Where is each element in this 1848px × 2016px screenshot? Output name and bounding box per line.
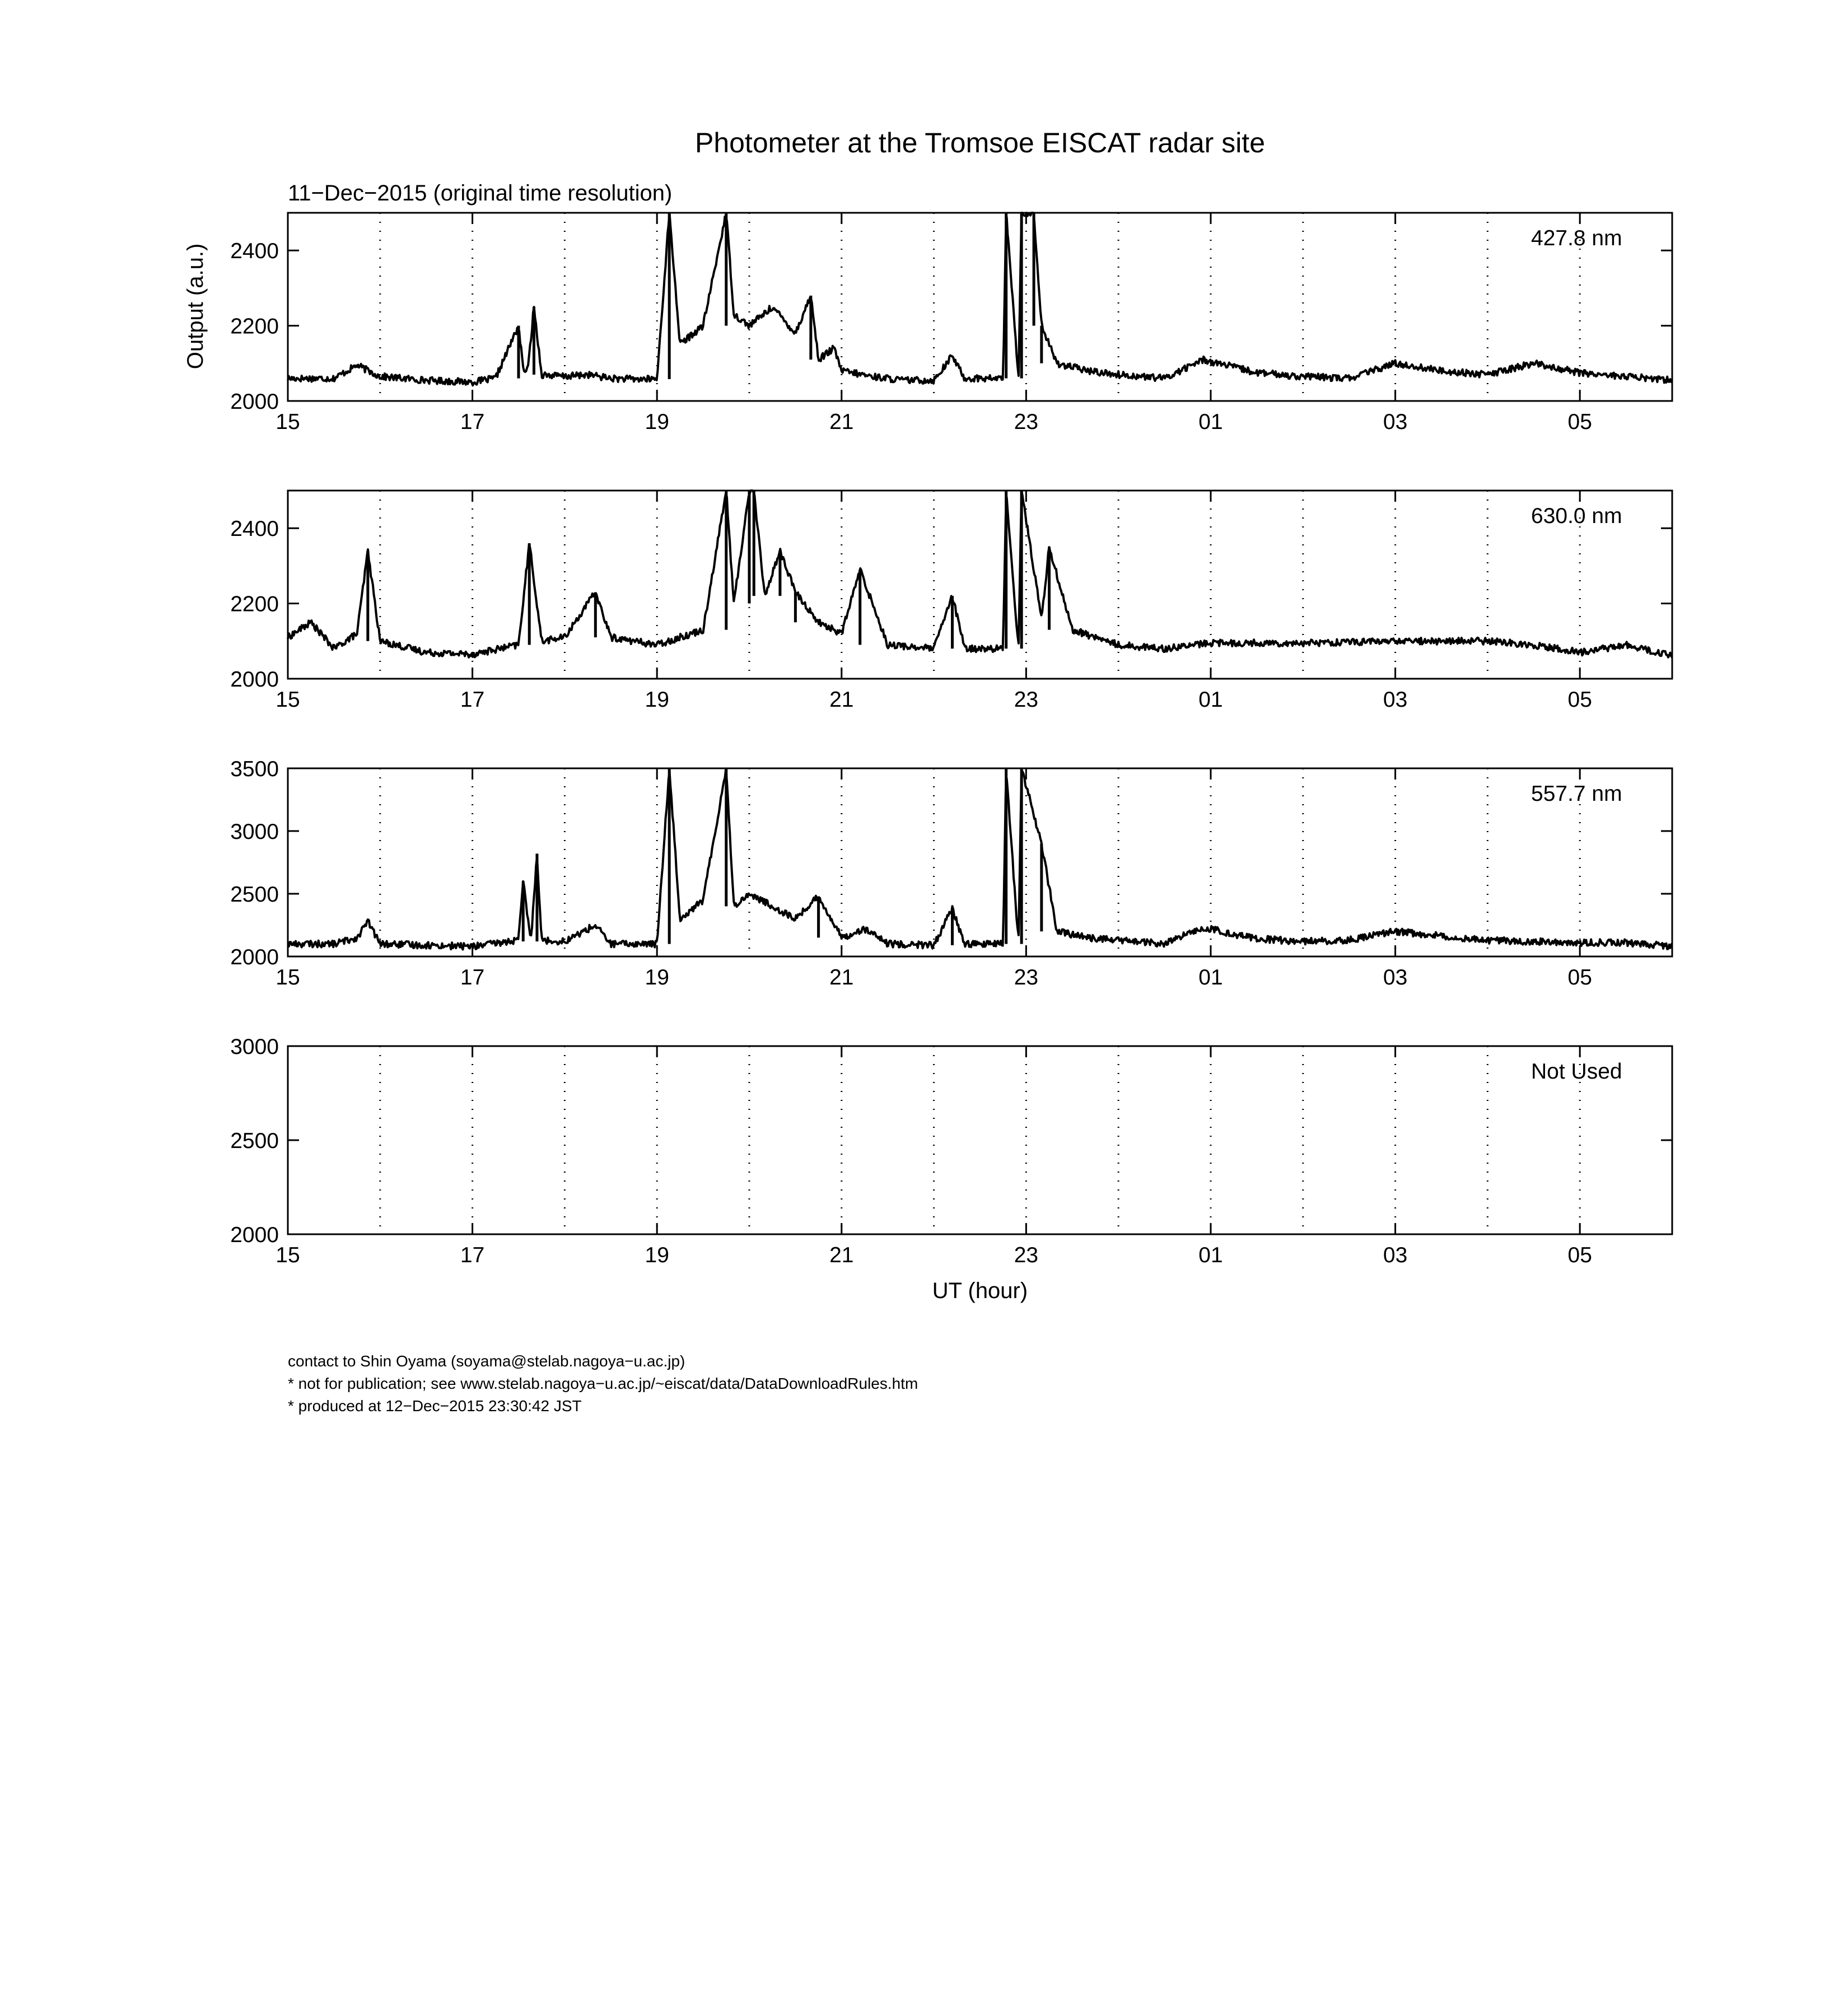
x-tick-label: 19 (645, 410, 669, 434)
y-tick-label: 2000 (230, 945, 279, 969)
y-tick-label: 2200 (230, 592, 279, 617)
x-tick-label: 15 (276, 965, 300, 990)
y-tick-label: 2500 (230, 883, 279, 907)
x-tick-label: 17 (460, 965, 485, 990)
x-tick-label: 21 (829, 410, 854, 434)
footer-rules: * not for publication; see www.stelab.nagoya−u.ac.jp/~eiscat/data/DataDownloadRules.htm (288, 1375, 918, 1392)
x-tick-label: 17 (460, 410, 485, 434)
plot-frame (288, 768, 1672, 956)
x-tick-label: 03 (1383, 1243, 1408, 1267)
x-tick-label: 19 (645, 688, 669, 712)
y-tick-label: 2500 (230, 1129, 279, 1153)
x-tick-label: 23 (1014, 1243, 1039, 1267)
y-tick-label: 2400 (230, 517, 279, 542)
y-tick-label: 2000 (230, 1223, 279, 1247)
panel-wavelength-label: 427.8 nm (1531, 226, 1622, 250)
x-tick-label: 01 (1198, 410, 1223, 434)
panel-1 (230, 213, 1672, 434)
plot-frame (288, 1046, 1672, 1234)
x-tick-label: 21 (829, 688, 854, 712)
x-tick-label: 03 (1383, 965, 1408, 990)
y-tick-label: 2000 (230, 390, 279, 414)
y-tick-label: 3000 (230, 1035, 279, 1059)
x-tick-label: 05 (1567, 1243, 1592, 1267)
x-tick-label: 15 (276, 1243, 300, 1267)
x-tick-label: 19 (645, 965, 669, 990)
panels-group (230, 213, 1672, 1267)
y-axis-label: Output (a.u.) (183, 243, 208, 370)
x-tick-label: 03 (1383, 688, 1408, 712)
x-tick-label: 03 (1383, 410, 1408, 434)
y-tick-label: 2000 (230, 668, 279, 692)
footer-contact: contact to Shin Oyama (soyama@stelab.nagoya−u.ac.jp) (288, 1352, 685, 1370)
y-tick-label: 3000 (230, 820, 279, 844)
x-tick-label: 23 (1014, 410, 1039, 434)
x-tick-label: 21 (829, 965, 854, 990)
x-tick-label: 05 (1567, 410, 1592, 434)
x-axis-label: UT (hour) (932, 1278, 1028, 1303)
panel-2 (230, 491, 1672, 712)
y-tick-label: 2200 (230, 314, 279, 339)
x-tick-label: 21 (829, 1243, 854, 1267)
x-tick-label: 05 (1567, 965, 1592, 990)
figure-subtitle: 11−Dec−2015 (original time resolution) (288, 181, 673, 206)
plot-frame (288, 213, 1672, 401)
panel-wavelength-label: 630.0 nm (1531, 504, 1622, 528)
panel-4 (230, 1035, 1672, 1267)
series-line (288, 213, 1672, 385)
x-tick-label: 17 (460, 688, 485, 712)
footer-produced: * produced at 12−Dec−2015 23:30:42 JST (288, 1397, 582, 1415)
x-tick-label: 19 (645, 1243, 669, 1267)
x-tick-label: 01 (1198, 688, 1223, 712)
y-tick-label: 3500 (230, 757, 279, 781)
x-tick-label: 23 (1014, 688, 1039, 712)
panel-wavelength-label: 557.7 nm (1531, 782, 1622, 806)
x-tick-label: 05 (1567, 688, 1592, 712)
x-tick-label: 15 (276, 410, 300, 434)
x-tick-label: 01 (1198, 1243, 1223, 1267)
x-tick-label: 23 (1014, 965, 1039, 990)
y-tick-label: 2400 (230, 239, 279, 264)
panel-wavelength-label: Not Used (1531, 1060, 1622, 1084)
x-tick-label: 01 (1198, 965, 1223, 990)
series-line (288, 491, 1672, 657)
x-tick-label: 15 (276, 688, 300, 712)
series-line (288, 769, 1672, 950)
x-tick-label: 17 (460, 1243, 485, 1267)
figure-title: Photometer at the Tromsoe EISCAT radar site (694, 127, 1266, 158)
panel-3 (230, 757, 1672, 990)
